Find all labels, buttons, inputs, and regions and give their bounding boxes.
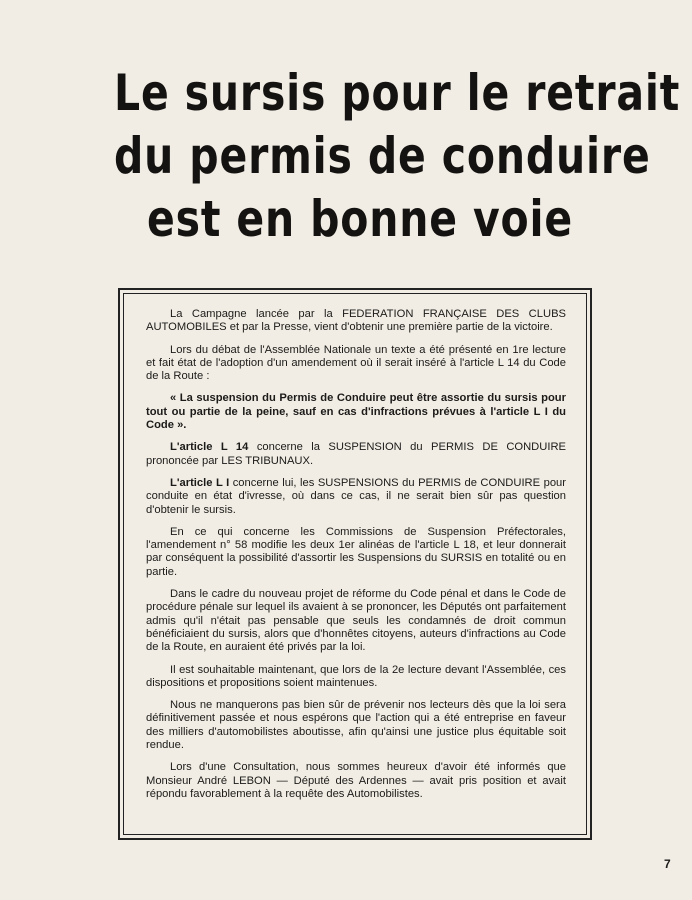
article-l1-label: L'article L I (170, 476, 230, 489)
page-headline (114, 62, 681, 251)
headline-line-3: est en bonne voie (146, 190, 574, 248)
paragraph-campaign: La Campagne lancée par la FEDERATION FRANÇAISE DES CLUBS AUTOMOBILES et par la Presse, vient d'obtenir une première partie de la victoire. (146, 308, 566, 334)
article-l14-text: concerne la SUSPENSION du PERMIS DE CONDUIRE prononcée par LES TRIBUNAUX. (146, 441, 566, 467)
article-box-inner (123, 293, 587, 835)
paragraph-article-l14 (146, 441, 566, 468)
article-l1-text: concerne lui, les SUSPENSIONS du PERMIS de CONDUIRE pour conduite en état d'ivresse, où dans ce cas, il ne serait bien sûr pas question d'obtenir le sursis. (146, 476, 566, 516)
article-box (118, 288, 592, 840)
paragraph-consultation: Lors d'une Consultation, nous sommes heureux d'avoir été informés que Monsieur André LEBON — Député des Ardennes — avait pris position et avait répondu favorablement à la requête des Automobilistes. (146, 761, 566, 800)
page-number: 7 (664, 857, 671, 871)
article-l14-label: L'article L 14 (170, 441, 249, 454)
paragraph-second-reading: Il est souhaitable maintenant, que lors de la 2e lecture devant l'Assemblée, ces dispositions et propositions soient maintenues. (146, 663, 566, 689)
paragraph-readers: Nous ne manquerons pas bien sûr de prévenir nos lecteurs dès que la loi sera définitivement passée et nous espérons que l'action qui a été entreprise en faveur des milliers d'automobilistes aboutisse, afin qu'ainsi une justice plus équitable soit rendue. (146, 699, 566, 752)
headline-line-2: du permis de conduire (114, 127, 651, 185)
paragraph-code-penal: Dans le cadre du nouveau projet de réforme du Code pénal et dans le Code de procédure pénale sur lequel ils avaient à se prononcer, les Députés ont parfaitement admis qu'il n'était pas pensable que seuls les condamnés de droit commun bénéficiaient du sursis, alors que d'honnêtes citoyens, auteurs d'infractions au Code de la Route, en auraient été privés par la loi. (146, 588, 566, 654)
paragraph-article-l1 (146, 477, 566, 517)
paragraph-commissions: En ce qui concerne les Commissions de Suspension Préfectorales, l'amendement n° 58 modifie les deux 1er alinéas de l'article L 18, et leur donnerait par conséquent la possibilité d'assortir les Suspensions du SURSIS en totalité ou en partie. (146, 525, 566, 578)
quoted-amendment: « La suspension du Permis de Conduire peut être assortie du sursis pour tout ou partie de la peine, sauf en cas d'infractions prévues à l'article L I du Code ». (146, 392, 566, 432)
headline-line-1: Le sursis pour le retrait (114, 64, 681, 122)
paragraph-quote (146, 392, 566, 432)
paragraph-debate: Lors du débat de l'Assemblée Nationale un texte a été présenté en 1re lecture et fait état de l'adoption d'un amendement où il serait inséré à l'article L 14 du Code de la Route : (146, 343, 566, 383)
